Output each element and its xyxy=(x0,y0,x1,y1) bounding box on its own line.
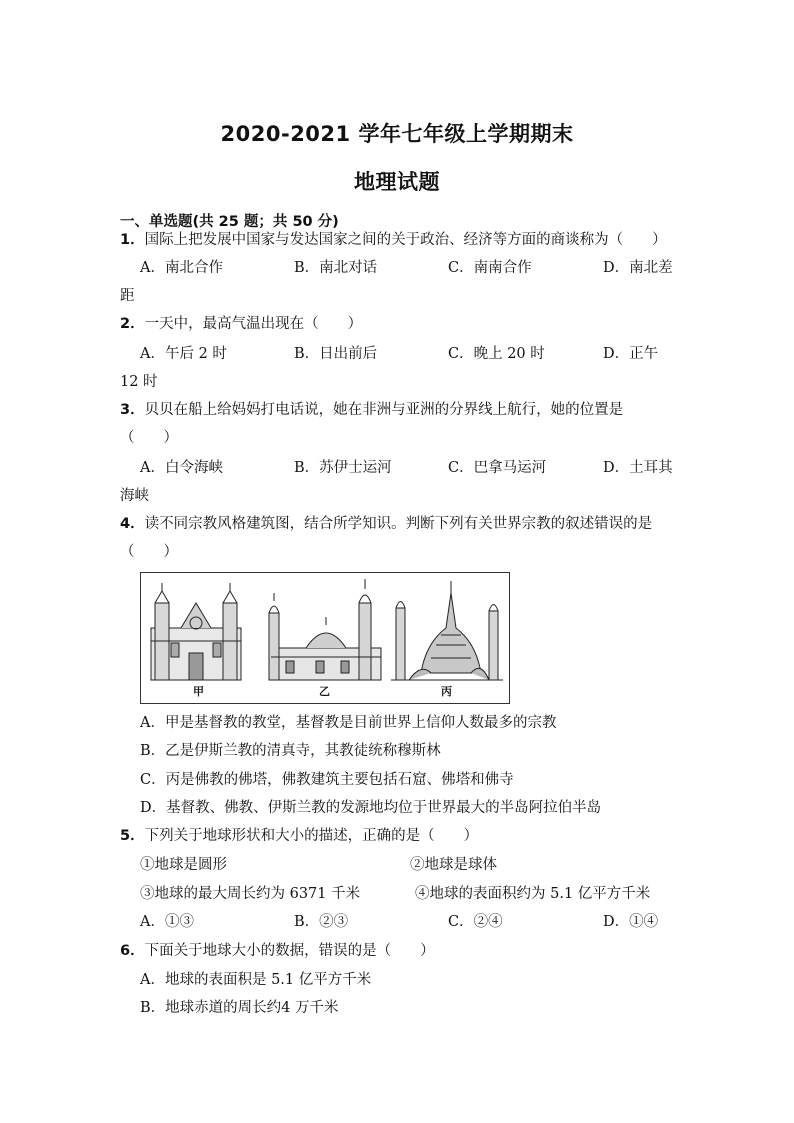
option-b: B．苏伊士运河 xyxy=(294,460,392,476)
option-b: B．日出前后 xyxy=(294,346,378,362)
question-5 xyxy=(120,826,478,846)
option-a: A．南北合作 xyxy=(140,260,223,276)
church-drawing xyxy=(151,583,241,680)
option-b: B．②③ xyxy=(294,914,349,930)
question-stem: 国际上把发展中国家与发达国家之间的关于政治、经济等方面的商谈称为（ ） xyxy=(144,232,667,248)
question-2 xyxy=(120,314,362,334)
figure-label-jia: 甲 xyxy=(193,685,204,698)
option-b: B．南北对话 xyxy=(294,260,378,276)
option-wrap: 12 时 xyxy=(120,374,158,390)
pagoda-drawing xyxy=(391,581,503,680)
mosque-drawing xyxy=(269,579,381,680)
question-1 xyxy=(120,230,667,250)
option-a: A．午后 2 时 xyxy=(140,346,227,362)
option-c: C．丙是佛教的佛塔，佛教建筑主要包括石窟、佛塔和佛寺 xyxy=(140,772,514,788)
question-stem-cont: （ ） xyxy=(120,544,178,560)
question-number: 3． xyxy=(120,402,145,418)
question-6 xyxy=(120,941,435,961)
page-title: 2020-2021 学年七年级上学期期末 xyxy=(220,122,574,146)
question-stem: 一天中，最高气温出现在（ ） xyxy=(144,316,363,332)
statement-3: ③地球的最大周长约为 6371 千米 xyxy=(140,886,361,902)
question-number: 5． xyxy=(120,828,145,844)
option-a: A．甲是基督教的教堂，基督教是目前世界上信仰人数最多的宗教 xyxy=(140,715,557,731)
option-d: D．南北差 xyxy=(603,260,673,276)
option-a: A．白令海峡 xyxy=(140,460,223,476)
question-4 xyxy=(120,514,652,534)
statement-2: ②地球是球体 xyxy=(410,857,497,873)
option-c: C．晚上 20 时 xyxy=(448,346,545,362)
question-number: 4． xyxy=(120,516,145,532)
question-stem: 贝贝在船上给妈妈打电话说，她在非洲与亚洲的分界线上航行，她的位置是 xyxy=(144,402,624,418)
statement-1: ①地球是圆形 xyxy=(140,857,227,873)
option-b: B．乙是伊斯兰教的清真寺，其教徒统称穆斯林 xyxy=(140,743,441,759)
question-stem: 下列关于地球形状和大小的描述，正确的是（ ） xyxy=(144,828,479,844)
option-d: D．正午 xyxy=(603,346,659,362)
statement-4: ④地球的表面积约为 5.1 亿平方千米 xyxy=(415,886,651,902)
question-number: 6． xyxy=(120,943,145,959)
option-d: D．基督教、佛教、伊斯兰教的发源地均位于世界最大的半岛阿拉伯半岛 xyxy=(140,800,602,816)
figure-label-yi: 乙 xyxy=(319,685,330,698)
option-wrap: 海峡 xyxy=(120,488,149,504)
section-heading: 一、单选题(共 25 题；共 50 分) xyxy=(120,214,339,230)
option-c: C．②④ xyxy=(448,914,503,930)
question-stem: 下面关于地球大小的数据，错误的是（ ） xyxy=(144,943,435,959)
option-d: D．土耳其 xyxy=(603,460,673,476)
figure-label-bing: 丙 xyxy=(441,685,452,698)
option-wrap: 距 xyxy=(120,288,135,304)
page-subtitle: 地理试题 xyxy=(354,170,440,194)
question-3 xyxy=(120,400,623,420)
question-stem: 读不同宗教风格建筑图，结合所学知识。判断下列有关世界宗教的叙述错误的是 xyxy=(144,516,653,532)
question-number: 1． xyxy=(120,232,145,248)
option-c: C．巴拿马运河 xyxy=(448,460,547,476)
question-stem-cont: （ ） xyxy=(120,430,178,446)
option-d: D．①④ xyxy=(603,914,659,930)
option-a: A．①③ xyxy=(140,914,194,930)
question-number: 2． xyxy=(120,316,145,332)
option-a: A．地球的表面积是 5.1 亿平方千米 xyxy=(140,972,372,988)
option-c: C．南南合作 xyxy=(448,260,532,276)
option-b: B．地球赤道的周长约4 万千米 xyxy=(140,1000,339,1016)
religious-buildings-figure xyxy=(140,572,510,704)
